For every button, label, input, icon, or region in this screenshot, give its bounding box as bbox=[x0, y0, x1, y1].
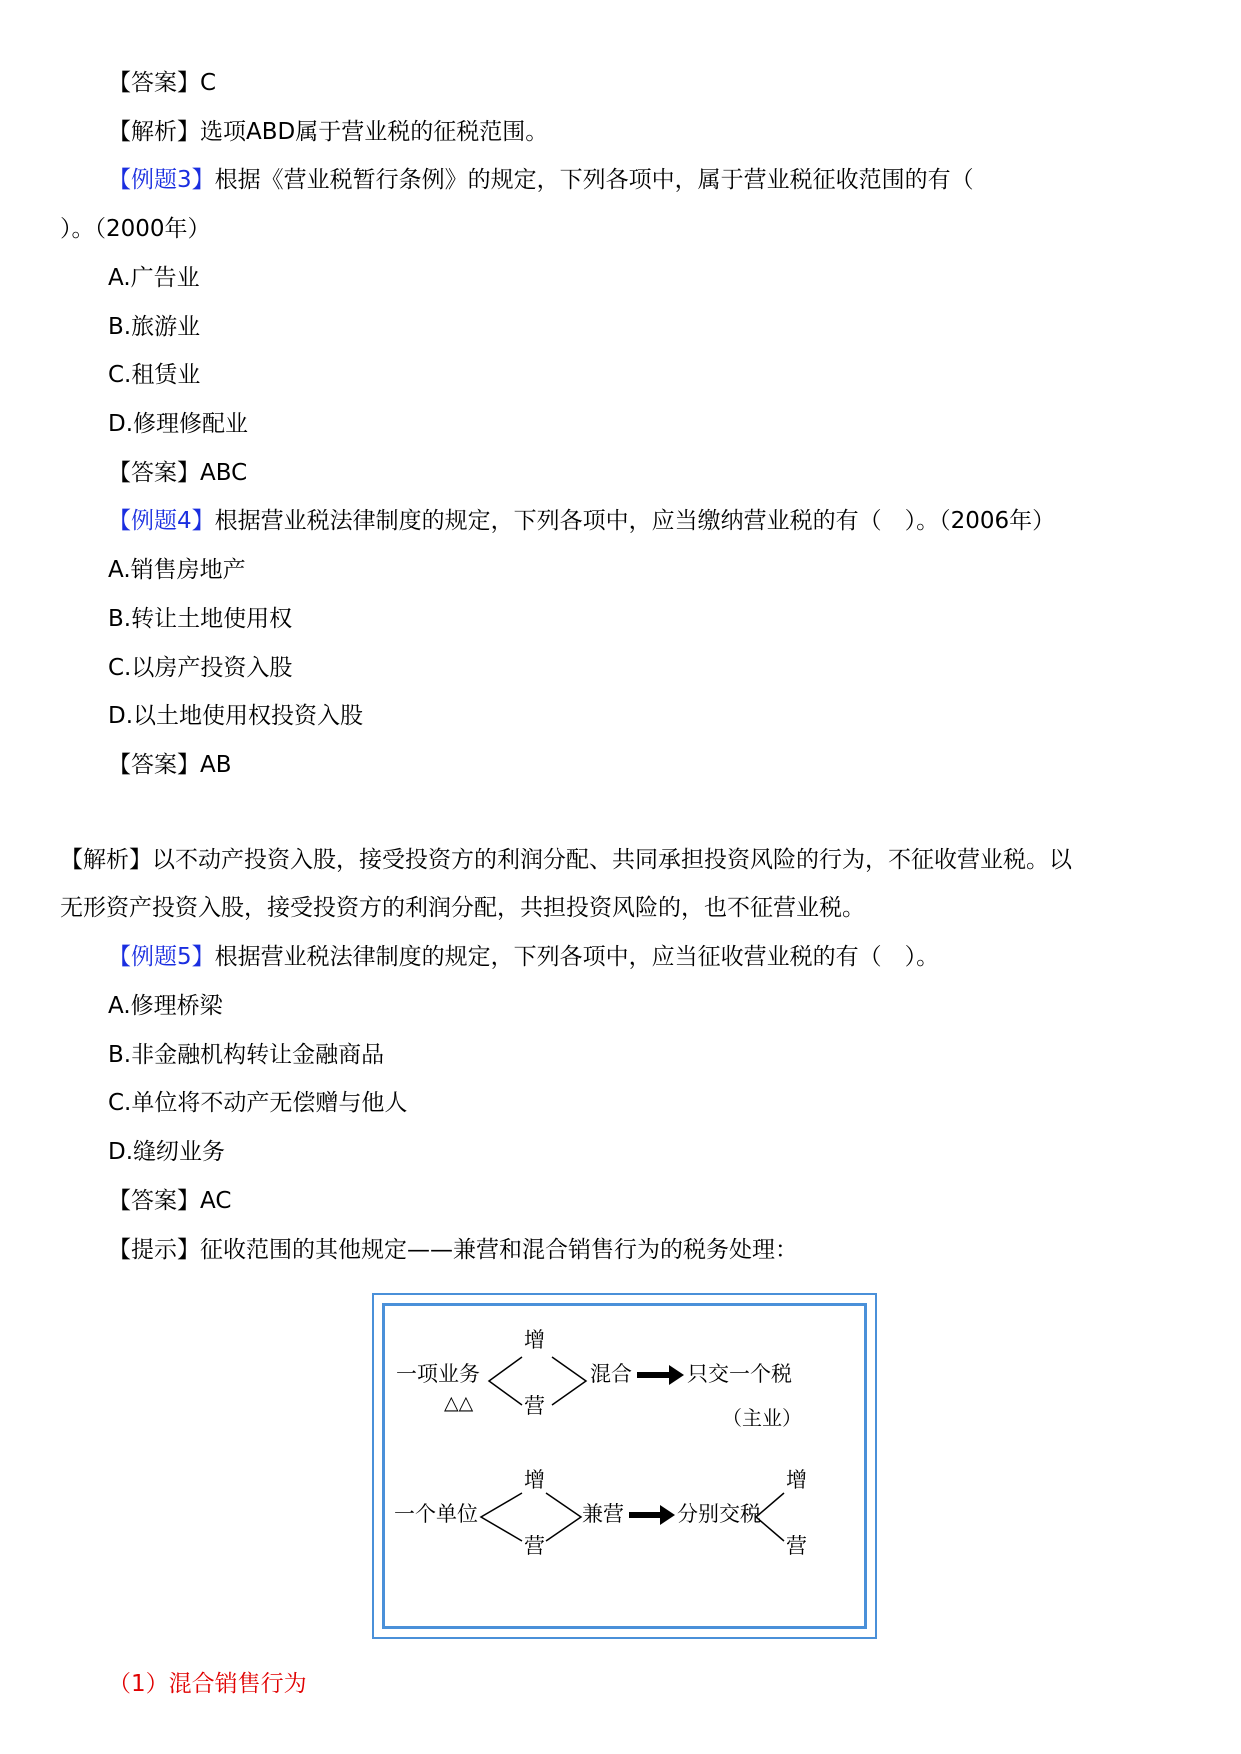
row2-left-bracket bbox=[481, 1493, 522, 1541]
row1-note-label: （主业） bbox=[722, 1406, 802, 1430]
question-tag: 【例题5】 bbox=[108, 944, 215, 970]
option-b: B.旅游业 bbox=[108, 314, 201, 340]
row2-bottom-label: 营 bbox=[524, 1534, 545, 1558]
question-3-stem: 【例题3】根据《营业税暂行条例》的规定，下列各项中，属于营业税征收范围的有（ bbox=[108, 167, 974, 193]
option-c: C.以房产投资入股 bbox=[108, 655, 293, 681]
question-5-stem: 【例题5】根据营业税法律制度的规定，下列各项中，应当征收营业税的有（ ）。 bbox=[108, 944, 940, 970]
answer-line: 【答案】AB bbox=[108, 752, 232, 778]
row2-right-bottom-label: 营 bbox=[786, 1534, 807, 1558]
option-b: B.转让土地使用权 bbox=[108, 606, 293, 632]
answer-line: 【答案】AC bbox=[108, 1188, 232, 1214]
row1-top-label: 增 bbox=[524, 1328, 545, 1352]
option-d: D.修理修配业 bbox=[108, 411, 249, 437]
option-a: A.广告业 bbox=[108, 265, 200, 291]
option-a: A.修理桥梁 bbox=[108, 993, 223, 1019]
answer-line: 【答案】C bbox=[108, 70, 217, 96]
question-tag: 【例题4】 bbox=[108, 508, 215, 534]
row1-left-bracket bbox=[489, 1357, 522, 1405]
row2-middle-label: 兼营 bbox=[582, 1502, 624, 1526]
row2-result-label: 分别交税 bbox=[677, 1502, 761, 1526]
row1-left-label: 一项业务 bbox=[396, 1362, 480, 1386]
row1-arrow-icon bbox=[637, 1365, 684, 1385]
answer-line: 【答案】ABC bbox=[108, 460, 248, 486]
option-b: B.非金融机构转让金融商品 bbox=[108, 1042, 385, 1068]
option-a: A.销售房地产 bbox=[108, 557, 246, 583]
question-tag: 【例题3】 bbox=[108, 167, 215, 193]
hint-line: 【提示】征收范围的其他规定——兼营和混合销售行为的税务处理： bbox=[108, 1237, 798, 1263]
row1-right-bracket bbox=[552, 1357, 586, 1405]
explanation-line: 【解析】以不动产投资入股，接受投资方的利润分配、共同承担投资风险的行为，不征收营业税。以 bbox=[60, 847, 1072, 873]
option-c: C.租赁业 bbox=[108, 362, 201, 388]
row2-right-bracket bbox=[546, 1493, 581, 1541]
row1-marks: △△ bbox=[444, 1392, 474, 1414]
question-3-stem-cont: ）。（2000年） bbox=[60, 216, 211, 242]
row2-top-label: 增 bbox=[524, 1468, 545, 1492]
tax-treatment-diagram bbox=[372, 1293, 877, 1639]
question-4-stem: 【例题4】根据营业税法律制度的规定，下列各项中，应当缴纳营业税的有（ ）。（2006年） bbox=[108, 508, 1056, 534]
option-c: C.单位将不动产无偿赠与他人 bbox=[108, 1090, 408, 1116]
row1-bottom-label: 营 bbox=[524, 1394, 545, 1418]
option-d: D.以土地使用权投资入股 bbox=[108, 703, 364, 729]
row1-result-label: 只交一个税 bbox=[687, 1362, 792, 1386]
option-d: D.缝纫业务 bbox=[108, 1139, 226, 1165]
explanation-line: 【解析】选项ABD属于营业税的征税范围。 bbox=[108, 119, 549, 145]
row2-arrow-icon bbox=[629, 1505, 675, 1525]
row1-middle-label: 混合 bbox=[590, 1362, 632, 1386]
section-heading: （1）混合销售行为 bbox=[108, 1671, 307, 1697]
row2-right-top-label: 增 bbox=[786, 1468, 807, 1492]
row2-left-label: 一个单位 bbox=[394, 1502, 478, 1526]
explanation-line-cont: 无形资产投资入股，接受投资方的利润分配，共担投资风险的，也不征营业税。 bbox=[60, 895, 865, 921]
diagram-svg bbox=[374, 1295, 879, 1641]
